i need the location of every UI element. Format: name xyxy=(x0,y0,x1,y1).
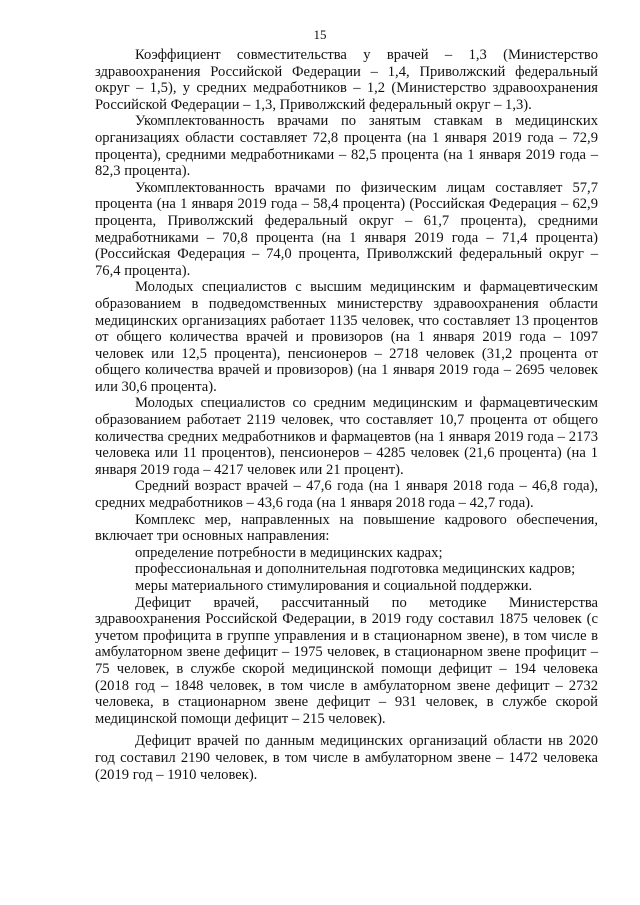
paragraph-part-time-coefficient: Коэффициент совместительства у врачей – 1,3 (Министерство здравоохранения Российской Федерации – 1,4, Приволжский федеральный округ – 1,5), у средних медработников – 1,2 (Министерство здравоохранения Российской Федерации – 1,3, Приволжский федеральный округ – 1,3). xyxy=(95,47,598,113)
paragraph-young-specialists-higher: Молодых специалистов с высшим медицинским и фармацевтическим образованием в подведомственных министерству здравоохранения области медицинских организациях работает 1135 человек, что составляет 13 процентов от общего количества врачей и провизоров (на 1 января 2019 года – 1097 человек или 12,5 процента), пенсионеров – 2718 человек (31,2 процента от общего количества врачей и провизоров) (на 1 января 2019 года – 2695 человек или 30,6 процента). xyxy=(95,279,598,395)
list-item-needs-assessment: определение потребности в медицинских кадрах; xyxy=(135,544,443,561)
paragraph-staffing-by-positions: Укомплектованность врачами по занятым ставкам в медицинских организациях области составляет 72,8 процента (на 1 января 2019 года – 72,9 процента), средними медработниками – 82,5 процента (на 1 января 2019 года – 82,3 процента). xyxy=(95,113,598,180)
document-body xyxy=(95,47,598,783)
paragraph-staffing-by-individuals: Укомплектованность врачами по физическим лицам составляет 57,7 процента (на 1 января 2019 года – 58,4 процента) (Российская Федерация – 62,9 процента, Приволжский федеральный округ – 61,7 процента), средними медработниками – 70,8 процента (на 1 января 2019 года – 71,4 процента) (Российская Федерация – 74,0 процента, Приволжский федеральный округ – 76,4 процента). xyxy=(95,179,598,279)
paragraph-average-age: Средний возраст врачей – 47,6 года (на 1 января 2018 года – 46,8 года), средних медработников – 43,6 года (на 1 января 2018 года – 42,7 года). xyxy=(95,478,598,512)
paragraph-young-specialists-secondary: Молодых специалистов со средним медицинским и фармацевтическим образованием работает 2119 человек, что составляет 10,7 процента от общего количества средних медработников и фармацевтов (на 1 января 2019 года – 2173 человека или 11 процентов), пенсионеров – 4285 человек (21,6 процента) (на 1 января 2019 года – 4217 человек или 21 процент). xyxy=(95,395,598,478)
list-item-training: профессиональная и дополнительная подготовка медицинских кадров; xyxy=(135,561,576,578)
paragraph-doctor-deficit-2020: Дефицит врачей по данным медицинских организаций области нв 2020 год составил 2190 человек, в том числе в амбулаторном звене – 1472 человека (2019 год – 1910 человек). xyxy=(95,733,598,783)
list-item-incentives: меры материального стимулирования и социальной поддержки. xyxy=(135,578,533,594)
paragraph-doctor-deficit-2019: Дефицит врачей, рассчитанный по методике Министерства здравоохранения Российской Федерации, в 2019 году составил 1875 человек (с учетом профицита в группе управления и в стационарном звене), в том числе в амбулаторном звене дефицит – 1975 человек, в стационарном звене профицит – 75 человек, в службе скорой медицинской помощи дефицит – 194 человека (2018 год – 1848 человек, в том числе в амбулаторном звене дефицит – 2732 человека, в стационарном звене дефицит – 931 человек, в службе скорой медицинской помощи дефицит – 215 человек). xyxy=(95,594,598,727)
paragraph-measures-intro: Комплекс мер, направленных на повышение кадрового обеспечения, включает три основных направления: xyxy=(95,511,598,545)
page-number: 15 xyxy=(313,27,327,42)
